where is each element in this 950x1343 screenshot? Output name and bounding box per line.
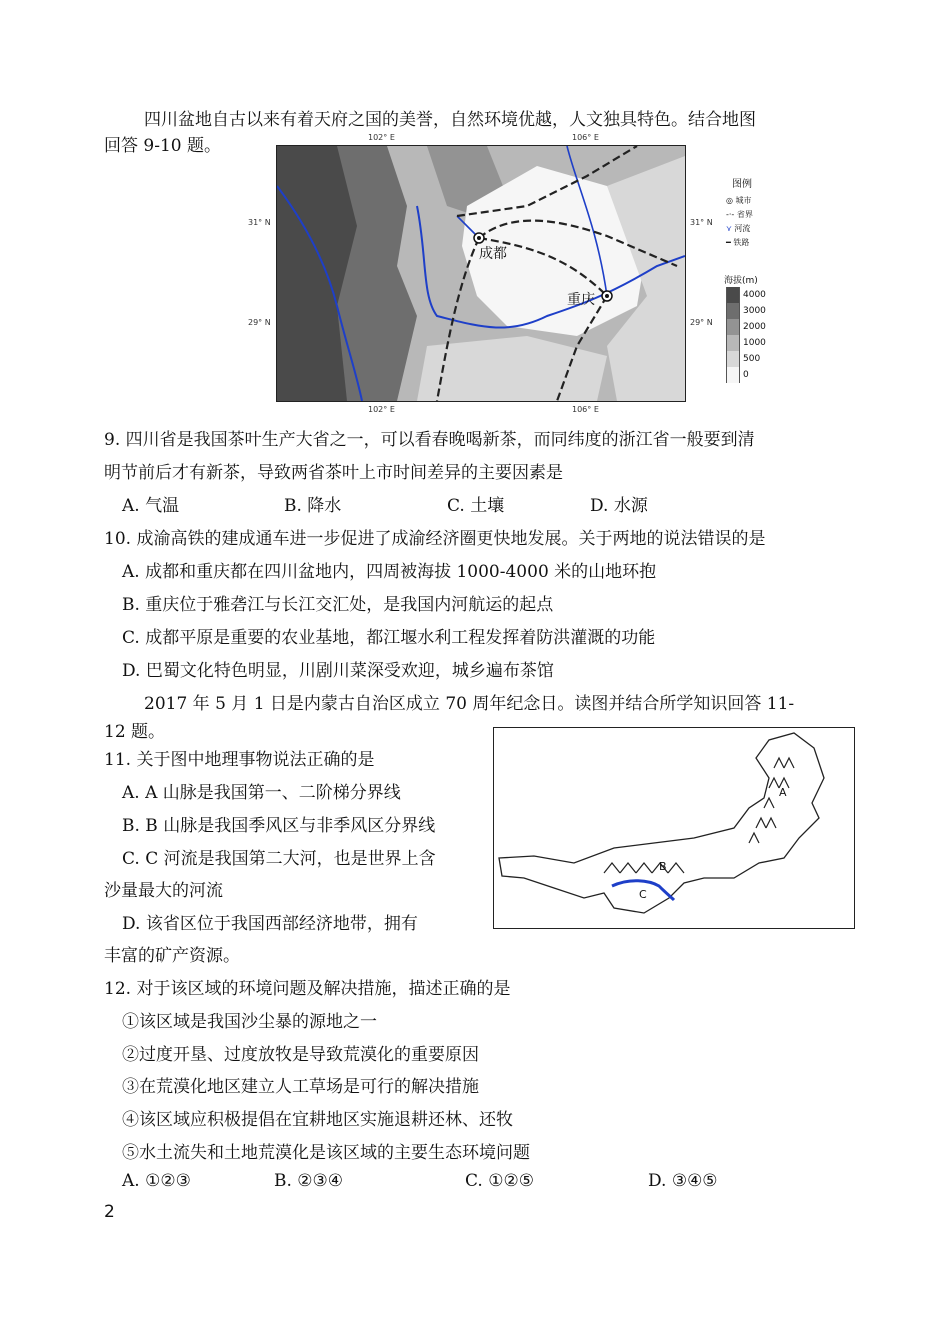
legend-border-label: 省界 bbox=[736, 210, 753, 219]
elevation-level bbox=[726, 367, 766, 383]
lon-label-top-106: 106° E bbox=[572, 133, 599, 142]
q11-option-a[interactable]: A. A 山脉是我国第一、二阶梯分界线 bbox=[122, 783, 401, 803]
legend-railway-label: 铁路 bbox=[733, 238, 750, 247]
q11-option-d-line-1[interactable]: D. 该省区位于我国西部经济地带，拥有 bbox=[122, 914, 418, 934]
elevation-swatch bbox=[726, 303, 740, 319]
intro-line-2: 回答 9-10 题。 bbox=[104, 136, 221, 156]
map-legend bbox=[724, 175, 784, 385]
q12-option-c[interactable]: C. ①②⑤ bbox=[465, 1171, 534, 1191]
q12-item-3: ③在荒漠化地区建立人工草场是可行的解决措施 bbox=[122, 1077, 479, 1097]
q9-option-d[interactable]: D. 水源 bbox=[590, 496, 648, 516]
elevation-level bbox=[726, 303, 766, 319]
q9-option-b[interactable]: B. 降水 bbox=[284, 496, 342, 516]
legend-border: -·- 省界 bbox=[726, 210, 753, 219]
q10-option-a[interactable]: A. 成都和重庆都在四川盆地内，四周被海拔 1000-4000 米的山地环抱 bbox=[122, 562, 657, 582]
elevation-swatch bbox=[726, 335, 740, 351]
q12-item-5: ⑤水土流失和土地荒漠化是该区域的主要生态环境问题 bbox=[122, 1143, 530, 1163]
q10-option-b[interactable]: B. 重庆位于雅砻江与长江交汇处，是我国内河航运的起点 bbox=[122, 595, 554, 615]
lon-label-top-102: 102° E bbox=[368, 133, 395, 142]
label-c: C bbox=[639, 888, 647, 901]
elevation-level bbox=[726, 351, 766, 367]
elevation-swatch bbox=[726, 367, 740, 383]
q11-option-c-line-1[interactable]: C. C 河流是我国第二大河，也是世界上含 bbox=[122, 849, 436, 869]
elevation-label: 4000 bbox=[743, 290, 766, 300]
page-number: 2 bbox=[104, 1202, 115, 1222]
legend-title: 图例 bbox=[732, 179, 752, 190]
q12-item-1: ①该区域是我国沙尘暴的源地之一 bbox=[122, 1012, 377, 1032]
q11-option-c-line-2: 沙量最大的河流 bbox=[104, 881, 223, 901]
elevation-swatch bbox=[726, 319, 740, 335]
sichuan-map-svg bbox=[277, 146, 685, 401]
q12-option-d[interactable]: D. ③④⑤ bbox=[648, 1171, 718, 1191]
q12-stem: 12. 对于该区域的环境问题及解决措施，描述正确的是 bbox=[104, 979, 511, 999]
q12-item-4: ④该区域应积极提倡在宜耕地区实施退耕还林、还牧 bbox=[122, 1110, 513, 1130]
q12-option-b[interactable]: B. ②③④ bbox=[274, 1171, 344, 1191]
lat-label-left-31: 31° N bbox=[248, 218, 271, 227]
lat-label-left-29: 29° N bbox=[248, 318, 271, 327]
q9-option-c[interactable]: C. 土壤 bbox=[447, 496, 505, 516]
elevation-level bbox=[726, 319, 766, 335]
chengdu-label: 成都 bbox=[479, 246, 507, 262]
elevation-label: 0 bbox=[743, 370, 749, 380]
q11-option-d-line-2: 丰富的矿产资源。 bbox=[104, 946, 240, 966]
elevation-label: 3000 bbox=[743, 306, 766, 316]
elevation-level bbox=[726, 287, 766, 303]
intro2-line-1: 2017 年 5 月 1 日是内蒙古自治区成立 70 周年纪念日。读图并结合所学知识回答 11- bbox=[144, 694, 795, 714]
inner-mongolia-svg bbox=[494, 728, 854, 928]
inner-mongolia-map bbox=[493, 727, 855, 929]
elevation-scale bbox=[726, 287, 766, 383]
label-a: A bbox=[779, 786, 787, 799]
q9-option-a[interactable]: A. 气温 bbox=[122, 496, 180, 516]
q11-stem: 11. 关于图中地理事物说法正确的是 bbox=[104, 750, 375, 770]
lon-label-bottom-102: 102° E bbox=[368, 405, 395, 414]
legend-railway: ━ 铁路 bbox=[726, 238, 750, 247]
chongqing-label: 重庆 bbox=[567, 292, 595, 308]
q12-option-a[interactable]: A. ①②③ bbox=[122, 1171, 191, 1191]
lat-label-right-29: 29° N bbox=[690, 318, 713, 327]
elevation-label: 500 bbox=[743, 354, 761, 364]
legend-city: ◎ 城市 bbox=[726, 196, 752, 205]
elevation-label: 1000 bbox=[743, 338, 766, 348]
legend-city-label: 城市 bbox=[735, 196, 752, 205]
lat-label-right-31: 31° N bbox=[690, 218, 713, 227]
lon-label-bottom-106: 106° E bbox=[572, 405, 599, 414]
elevation-title: 海拔(m) bbox=[724, 276, 758, 286]
q12-item-2: ②过度开垦、过度放牧是导致荒漠化的重要原因 bbox=[122, 1045, 479, 1065]
elevation-swatch bbox=[726, 351, 740, 367]
q11-option-b[interactable]: B. B 山脉是我国季风区与非季风区分界线 bbox=[122, 816, 436, 836]
intro2-line-2: 12 题。 bbox=[104, 722, 166, 742]
q10-stem: 10. 成渝高铁的建成通车进一步促进了成渝经济圈更快地发展。关于两地的说法错误的是 bbox=[104, 529, 766, 549]
sichuan-basin-map bbox=[276, 145, 686, 402]
elevation-swatch bbox=[726, 287, 740, 303]
label-b: B bbox=[659, 860, 667, 873]
legend-river: ⋎ 河流 bbox=[726, 224, 751, 233]
q9-stem-line-2: 明节前后才有新茶，导致两省茶叶上市时间差异的主要因素是 bbox=[104, 463, 563, 483]
elevation-level bbox=[726, 335, 766, 351]
intro-line-1: 四川盆地自古以来有着天府之国的美誉，自然环境优越，人文独具特色。结合地图 bbox=[144, 110, 756, 130]
q9-stem-line-1: 9. 四川省是我国茶叶生产大省之一，可以看春晚喝新茶，而同纬度的浙江省一般要到清 bbox=[104, 430, 755, 450]
q10-option-d[interactable]: D. 巴蜀文化特色明显，川剧川菜深受欢迎，城乡遍布茶馆 bbox=[122, 661, 554, 681]
elevation-label: 2000 bbox=[743, 322, 766, 332]
legend-river-label: 河流 bbox=[734, 224, 751, 233]
q10-option-c[interactable]: C. 成都平原是重要的农业基地，都江堰水利工程发挥着防洪灌溉的功能 bbox=[122, 628, 656, 648]
